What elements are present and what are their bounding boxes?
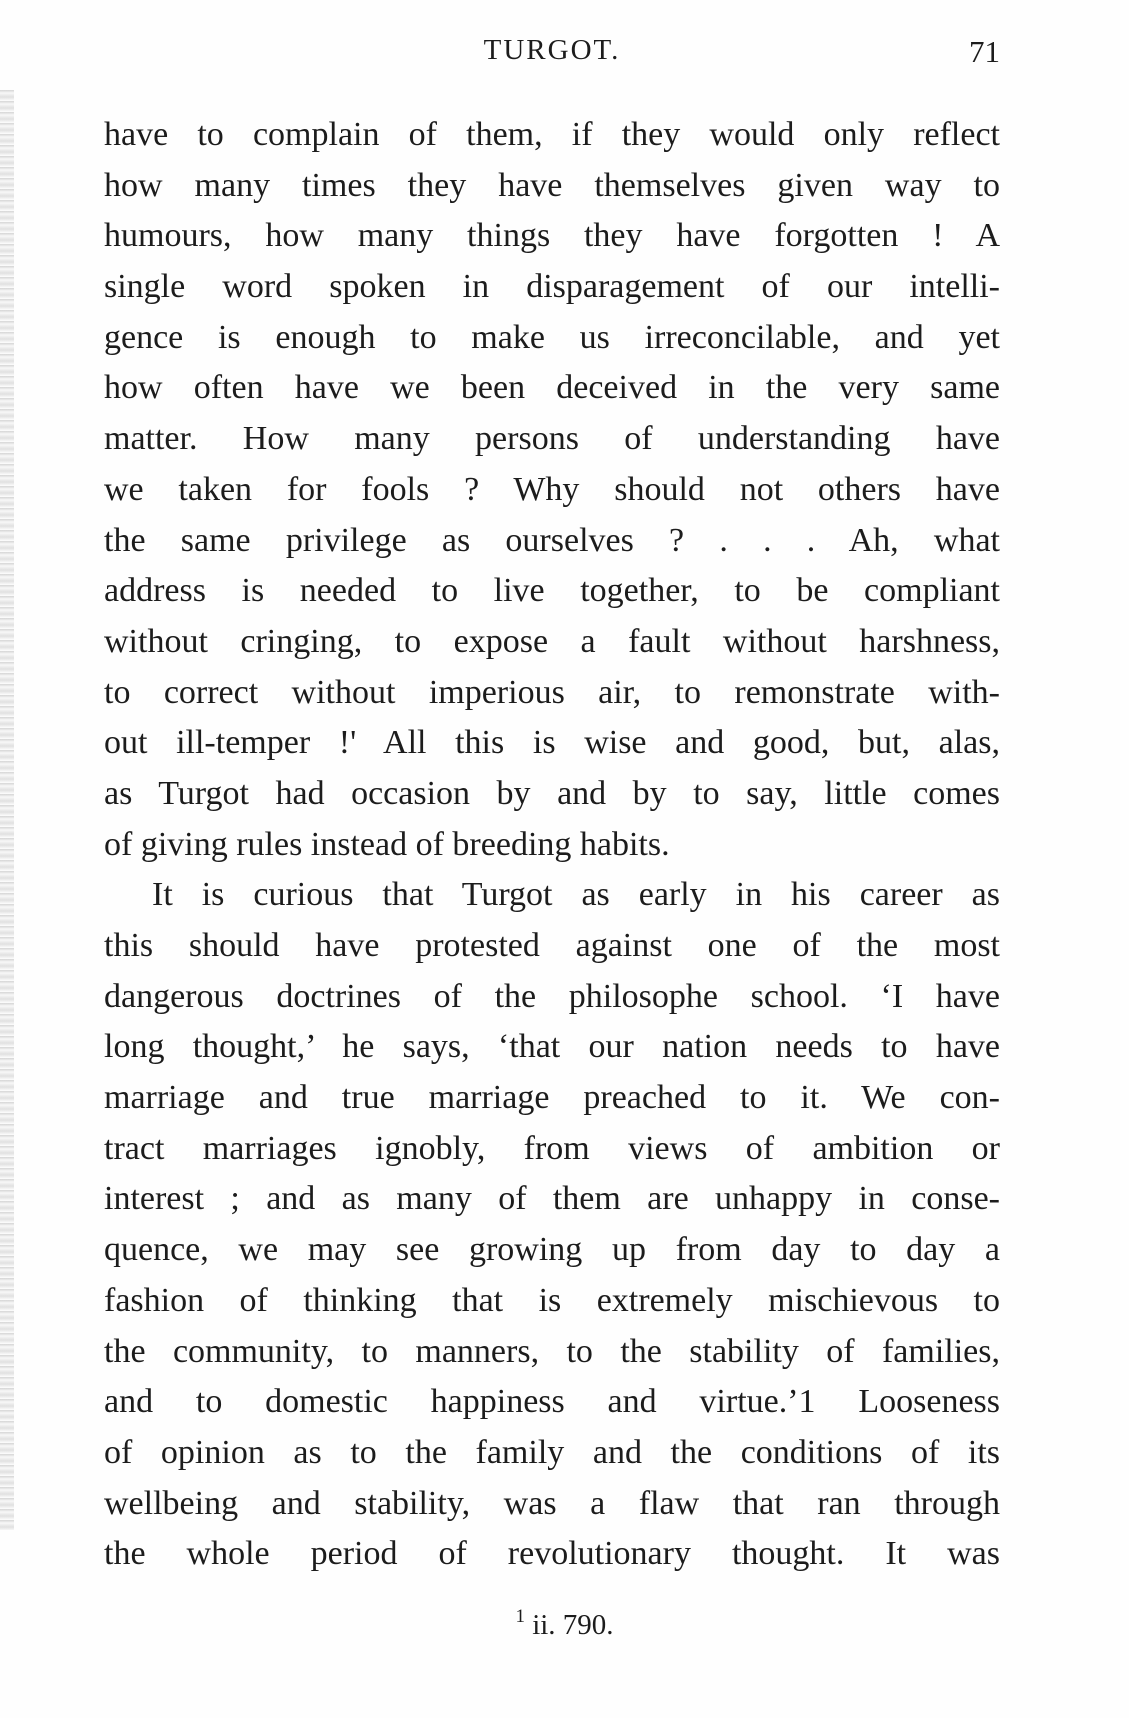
text-line: matter. How many persons of understanding have <box>104 420 1000 458</box>
text-line: the whole period of revolutionary thought. It was <box>104 1535 1000 1573</box>
text-line: this should have protested against one of the most <box>104 927 1000 964</box>
text-line: out ill-temper !' All this is wise and good, but, alas, <box>104 724 1000 762</box>
text-line: the same privilege as ourselves ? . . . Ah, what <box>104 521 1000 559</box>
footnote <box>0 1606 1129 1642</box>
text-line: as Turgot had occasion by and by to say, little comes <box>104 774 1000 812</box>
text-line: fashion of thinking that is extremely mischievous to <box>104 1281 1000 1319</box>
text-line: interest ; and as many of them are unhappy in conse- <box>104 1180 1000 1218</box>
body-text <box>104 110 1000 1580</box>
text-line: single word spoken in disparagement of our intelli- <box>104 268 1000 306</box>
text-line: address is needed to live together, to be compliant <box>104 572 1000 610</box>
text-line: of giving rules instead of breeding habits. <box>104 825 670 863</box>
running-title: TURGOT. <box>483 34 621 66</box>
footnote-marker: 1 <box>515 1606 525 1627</box>
text-line: long thought,’ he says, ‘that our nation needs to have <box>104 1028 1000 1066</box>
running-header <box>104 34 1000 78</box>
text-line: of opinion as to the family and the conditions of its <box>104 1433 1000 1471</box>
text-line: marriage and true marriage preached to it. We con- <box>104 1079 1000 1117</box>
text-line: we taken for fools ? Why should not others have <box>104 470 1000 508</box>
text-line: wellbeing and stability, was a flaw that ran through <box>104 1484 1000 1522</box>
text-line: have to complain of them, if they would only reflect <box>104 116 1000 153</box>
text-line: how many times they have themselves given way to <box>104 166 1000 204</box>
text-line: quence, we may see growing up from day to day a <box>104 1231 1000 1269</box>
text-line: tract marriages ignobly, from views of ambition or <box>104 1129 1000 1167</box>
text-line: It is curious that Turgot as early in his career as <box>152 876 1000 914</box>
binding-gutter-shadow <box>0 90 14 1530</box>
text-line: the community, to manners, to the stability of families, <box>104 1332 1000 1370</box>
page-number: 71 <box>969 34 1000 69</box>
text-line: dangerous doctrines of the philosophe school. ‘I have <box>104 977 1000 1015</box>
text-line: gence is enough to make us irreconcilable, and yet <box>104 318 1000 356</box>
text-line: humours, how many things they have forgotten ! A <box>104 217 1000 255</box>
footnote-text: ii. 790. <box>532 1609 614 1641</box>
text-line: and to domestic happiness and virtue.’1 Looseness <box>104 1383 1000 1421</box>
text-line: to correct without imperious air, to remonstrate with- <box>104 673 1000 711</box>
text-line: without cringing, to expose a fault without harshness, <box>104 622 1000 660</box>
text-line: how often have we been deceived in the very same <box>104 369 1000 407</box>
